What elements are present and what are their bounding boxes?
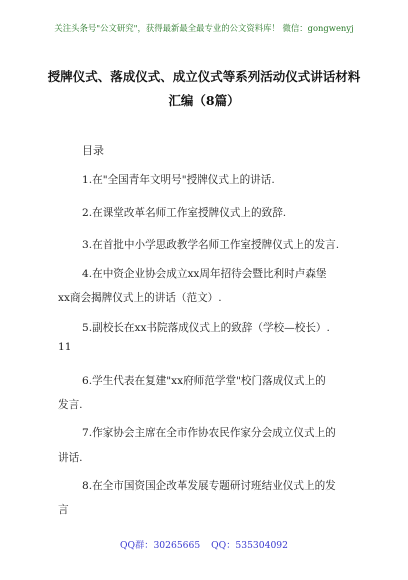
footer-qq-group: QQ群：30265665: [120, 540, 201, 551]
toc-item-8-cont: 言: [58, 504, 69, 516]
toc-item-4: 4.在中资企业协会成立xx周年招待会暨比利时卢森堡: [82, 268, 327, 280]
toc-item-5: 5.副校长在xx书院落成仪式上的致辞（学校—校长）.: [82, 322, 330, 334]
toc-item-7-cont: 讲话.: [58, 452, 83, 464]
toc-item-6-cont: 发言.: [58, 399, 83, 411]
toc-heading: 目录: [82, 144, 104, 157]
toc-item-6: 6.学生代表在复建"xx府师范学堂"校门落成仪式上的: [82, 375, 326, 387]
document-title-line2: 汇编（8篇）: [168, 93, 240, 108]
toc-item-3: 3.在首批中小学思政教学名师工作室授牌仪式上的发言.: [82, 239, 340, 251]
header-notice: 关注头条号"公文研究"，获得最新最全最专业的公文资料库！ 微信：gongwenyj: [54, 23, 354, 33]
toc-item-2: 2.在课堂改革名师工作室授牌仪式上的致辞.: [82, 207, 287, 219]
toc-item-8: 8.在全市国资国企改革发展专题研讨班结业仪式上的发: [82, 480, 336, 492]
toc-item-5-cont: 11: [58, 341, 72, 353]
toc-item-1: 1.在"全国青年文明号"授牌仪式上的讲话.: [82, 174, 275, 186]
toc-item-7: 7.作家协会主席在全市作协农民作家分会成立仪式上的: [82, 427, 336, 439]
footer-contact: [0, 537, 408, 551]
toc-item-4-cont: xx商会揭牌仪式上的讲话（范文）.: [58, 292, 222, 304]
footer-qq: QQ：535304092: [211, 540, 288, 551]
document-title-line1: 授牌仪式、落成仪式、成立仪式等系列活动仪式讲话材料: [47, 69, 361, 84]
